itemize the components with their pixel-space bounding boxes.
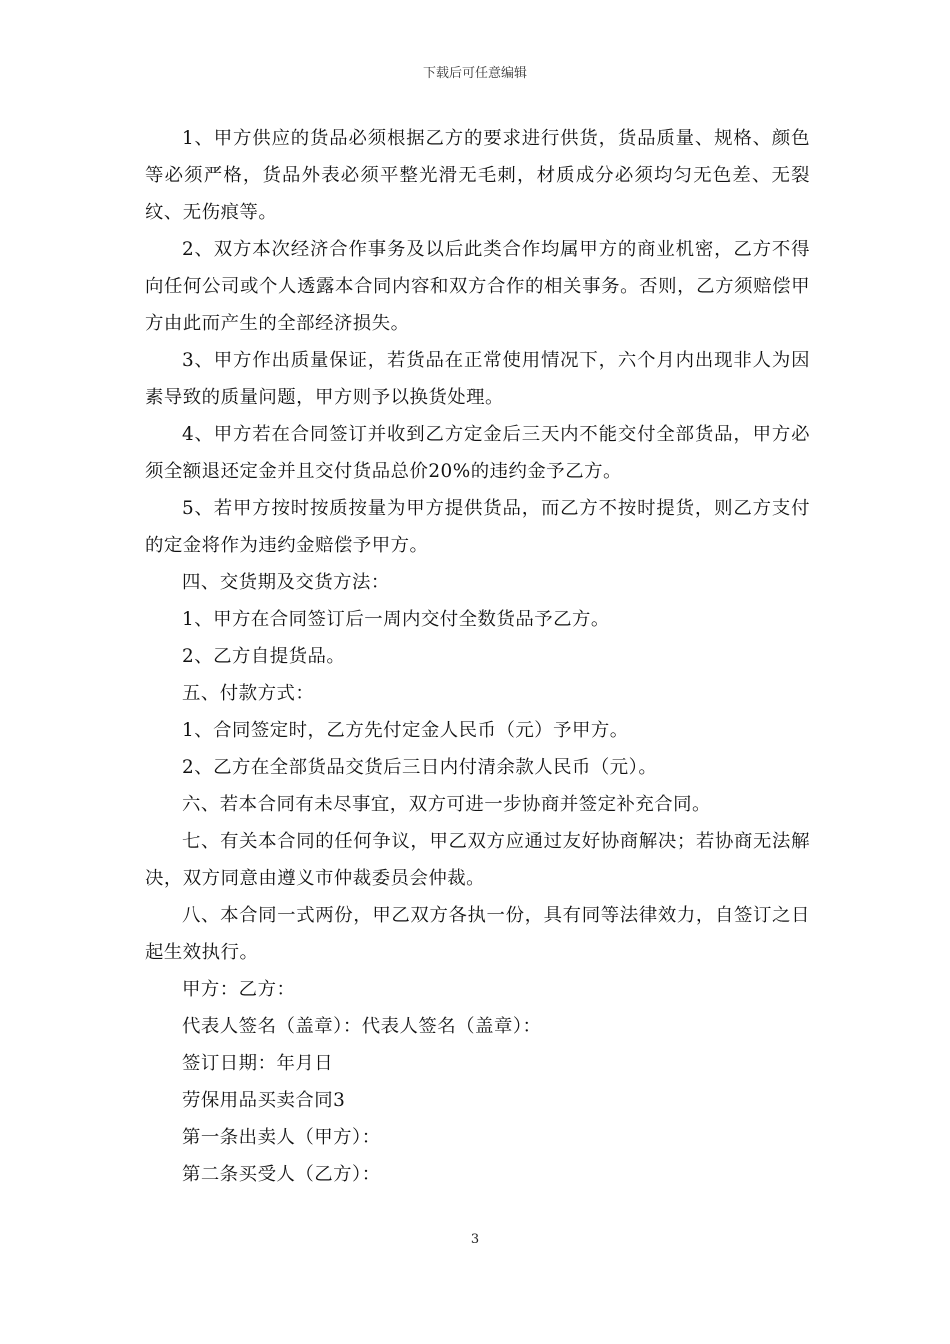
article-1-seller: 第一条出卖人（甲方）： [182,1127,381,1148]
page-header-note: 下载后可任意编辑 [422,66,527,81]
section-heading-delivery: 四、交货期及交货方法： [182,572,390,593]
delivery-item-2: 2、乙方自提货品。 [182,646,346,667]
payment-item-2: 2、乙方在全部货品交货后三日内付清余款人民币（元）。 [182,757,658,778]
section-six-supplement: 六、若本合同有未尽事宜，双方可进一步协商并签定补充合同。 [182,794,711,815]
section-eight-copies: 八、本合同一式两份，甲乙双方各执一份，具有同等法律效力，自签订之日起生效执行。 [145,905,810,963]
clause-2-confidentiality: 2、双方本次经济合作事务及以后此类合作均属甲方的商业机密，乙方不得向任何公司或个人透露本合同内容和双方合作的相关事务。否则，乙方须赔偿甲方由此而产生的全部经济损失。 [145,239,810,334]
section-seven-disputes: 七、有关本合同的任何争议，甲乙双方应通过友好协商解决；若协商无法解决，双方同意由遵义市仲裁委员会仲裁。 [145,831,810,889]
section-heading-payment: 五、付款方式： [182,683,315,704]
page-number: 3 [470,1232,480,1247]
document-body [145,120,810,1193]
clause-5-pickup-default: 5、若甲方按时按质按量为甲方提供货品，而乙方不按时提货，则乙方支付的定金将作为违约金赔偿予甲方。 [145,498,810,556]
payment-item-1: 1、合同签定时，乙方先付定金人民币（元）予甲方。 [182,720,629,741]
clause-3-quality-guarantee: 3、甲方作出质量保证，若货品在正常使用情况下，六个月内出现非人为因素导致的质量问题，甲方则予以换货处理。 [145,350,810,408]
delivery-item-1: 1、甲方在合同签订后一周内交付全数货品予乙方。 [182,609,610,630]
signing-date: 签订日期：年月日 [182,1053,334,1074]
clause-1-quality-requirements: 1、甲方供应的货品必须根据乙方的要求进行供货，货品质量、规格、颜色等必须严格，货品外表必须平整光滑无毛刺，材质成分必须均匀无色差、无裂纹、无伤痕等。 [145,128,810,223]
next-contract-title: 劳保用品买卖合同3 [182,1090,346,1111]
signature-representatives: 代表人签名（盖章）：代表人签名（盖章）： [182,1016,542,1037]
article-2-buyer: 第二条买受人（乙方）： [182,1164,381,1185]
clause-4-delivery-default: 4、甲方若在合同签订并收到乙方定金后三天内不能交付全部货品，甲方必须全额退还定金并且交付货品总价20%的违约金予乙方。 [145,424,810,482]
signature-parties: 甲方：乙方： [182,979,296,1000]
